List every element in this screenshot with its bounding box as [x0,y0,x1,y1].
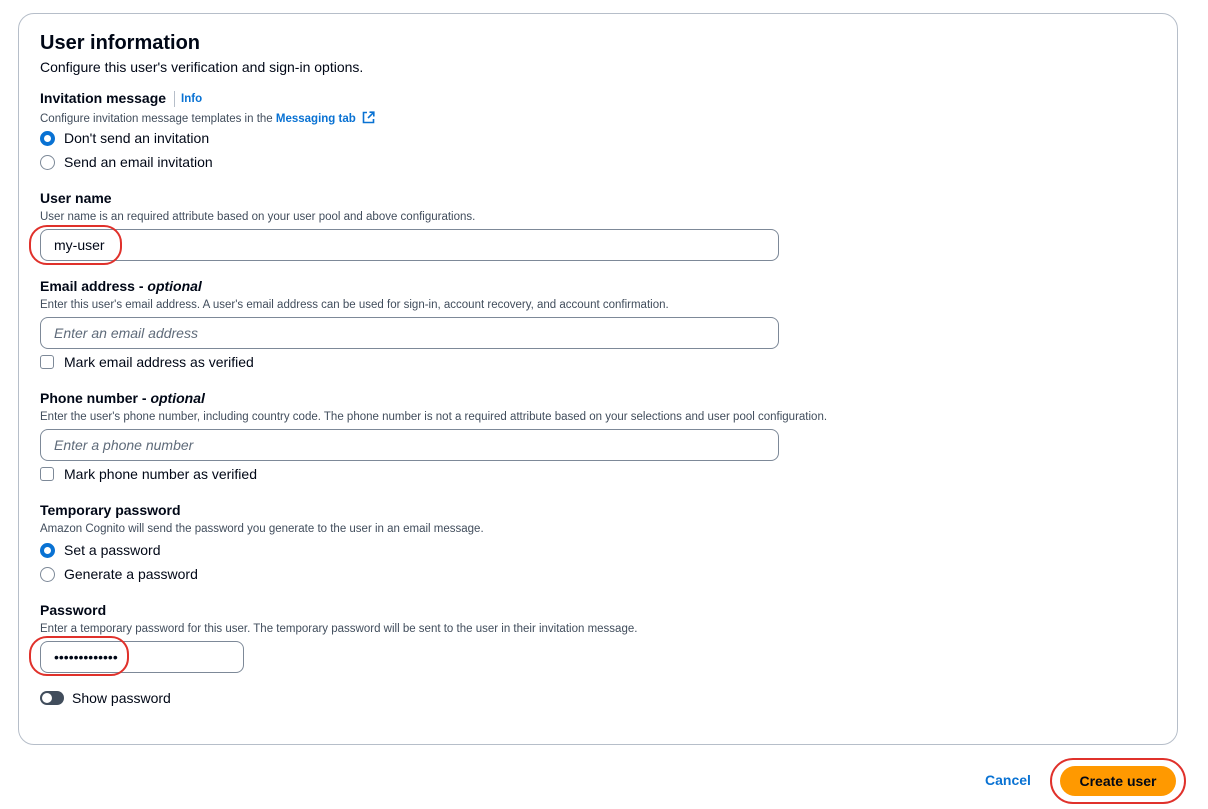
radio-button-selected[interactable] [40,131,55,146]
verify-email-checkbox-row[interactable] [40,352,254,372]
username-value: my-user [54,237,105,253]
phone-optional: optional [150,390,205,406]
create-user-button[interactable]: Create user [1060,766,1176,796]
radio-button[interactable] [40,155,55,170]
radio-label: Generate a password [64,566,198,582]
radio-generate-password[interactable] [40,564,198,584]
temp-password-desc: Amazon Cognito will send the password you generate to the user in an email message. [40,523,484,535]
radio-set-password[interactable] [40,540,161,560]
email-label [40,278,202,294]
verify-email-label: Mark email address as verified [64,354,254,370]
password-value: ••••••••••••• [54,649,118,665]
radio-label: Set a password [64,542,161,558]
radio-button-selected[interactable] [40,543,55,558]
password-desc: Enter a temporary password for this user. The temporary password will be sent to the user in their invitation message. [40,623,638,635]
temp-password-label: Temporary password [40,502,181,518]
section-title: User information [40,32,201,54]
external-link-icon[interactable] [362,111,375,127]
invitation-desc [40,111,375,127]
radio-label: Don't send an invitation [64,130,210,146]
password-highlight-ring [29,636,129,676]
info-separator [174,91,175,107]
section-subtitle: Configure this user's verification and sign-in options. [40,59,364,75]
phone-desc: Enter the user's phone number, including country code. The phone number is not a required attribute based on your selections and user pool configuration. [40,411,828,423]
verify-phone-label: Mark phone number as verified [64,466,257,482]
radio-label: Send an email invitation [64,154,213,170]
phone-placeholder: Enter a phone number [54,437,194,453]
invitation-label: Invitation message [40,90,167,106]
invitation-desc-text: Configure invitation message templates in the [40,113,276,125]
radio-dont-send-invitation[interactable] [40,128,209,148]
cancel-button[interactable]: Cancel [985,772,1031,788]
email-input[interactable] [40,317,779,349]
phone-label-text: Phone number - [40,390,151,406]
email-placeholder: Enter an email address [54,325,198,341]
show-password-label: Show password [72,690,171,706]
radio-button[interactable] [40,567,55,582]
email-optional: optional [147,278,202,294]
password-label: Password [40,602,107,618]
email-label-text: Email address - [40,278,148,294]
show-password-toggle[interactable] [40,691,64,705]
show-password-toggle-row[interactable] [40,688,171,708]
username-label: User name [40,190,112,206]
invitation-label-row [40,90,202,108]
verify-phone-checkbox[interactable] [40,467,54,481]
verify-email-checkbox[interactable] [40,355,54,369]
user-information-panel [18,13,1178,745]
username-input[interactable] [40,229,779,261]
radio-send-email-invitation[interactable] [40,152,213,172]
phone-label [40,390,205,406]
email-desc: Enter this user's email address. A user's email address can be used for sign-in, account recovery, and account confirmation. [40,299,669,311]
invitation-info-link[interactable]: Info [181,92,203,105]
messaging-tab-link[interactable]: Messaging tab [275,113,356,125]
username-highlight-ring [29,225,122,265]
phone-input[interactable] [40,429,779,461]
verify-phone-checkbox-row[interactable] [40,464,257,484]
username-desc: User name is an required attribute based on your user pool and above configurations. [40,211,476,223]
